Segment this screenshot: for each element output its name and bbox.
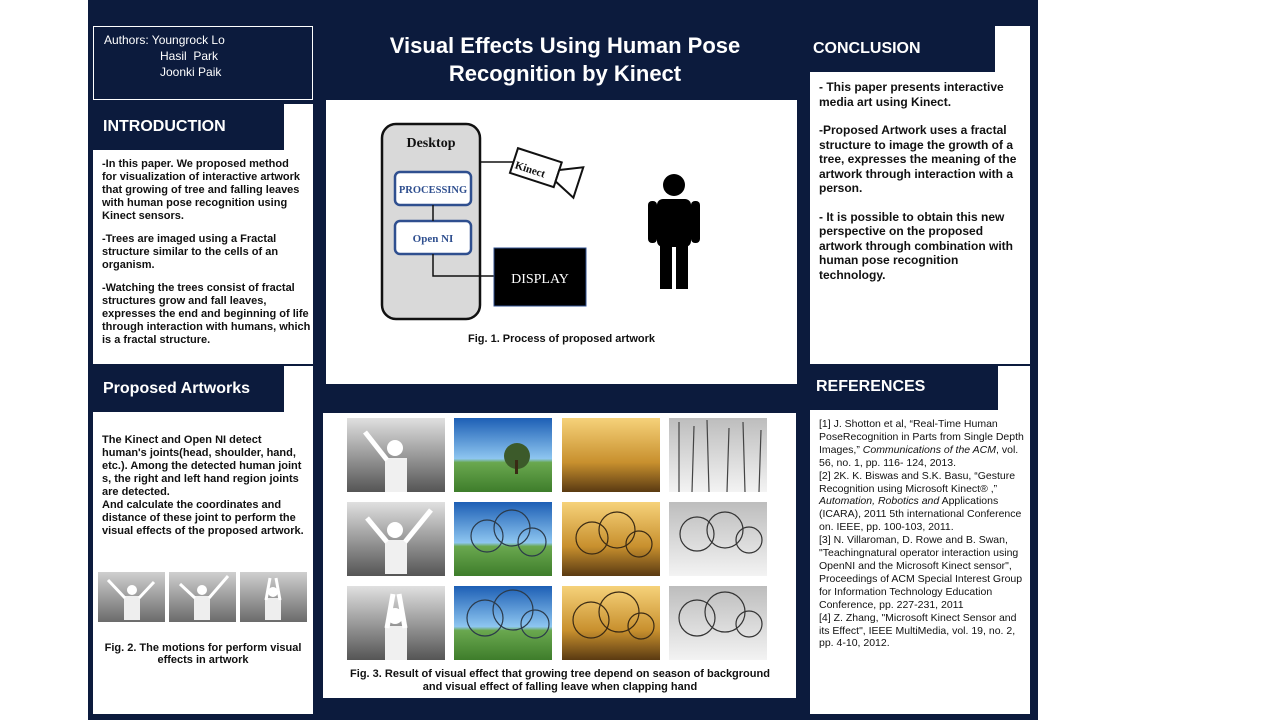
- intro-paragraph-1: -In this paper. We proposed method for visualization of interactive artwork that growing of tree and falling leaves with human pose recognition using Kinect sensors.: [102, 158, 301, 222]
- ref-3-text: [3] N. Villaroman, D. Rowe and B. Swan, "Teachingnatural operator interaction using OpenNI and the Microsoft Kinect sensor", Proceedings of ACM Special Interest Group for Information Technology Education Conference, pp. 227-231, 2011: [819, 534, 1023, 611]
- reference-3: [819, 534, 1024, 611]
- conclusion-text: [819, 80, 1027, 292]
- references-list: [819, 418, 1024, 650]
- conclusion-paragraph-2: -Proposed Artwork uses a fractal structure to image the growth of a tree, expresses the meaning of the artwork through interaction with a person.: [819, 123, 1017, 195]
- introduction-text: [102, 158, 312, 357]
- title-line-1: Visual Effects Using Human Pose: [389, 33, 741, 58]
- fig2-frame-3: [240, 572, 307, 622]
- fig3-summer-1: [454, 418, 552, 492]
- person-icon: [648, 174, 700, 289]
- ref-2-text: [2] 2K. K. Biswas and S.K. Basu, “Gesture Recognition using Microsoft Kinect® ,”: [819, 469, 1016, 495]
- fig3-row-2: [347, 502, 767, 576]
- fig3-winter-1: [669, 418, 767, 492]
- proposed-paragraph: The Kinect and Open NI detect human's joints(head, shoulder, hand, etc.). Among the detected human joint s, the right and left hand region joints are detected. And calculate the coordinates and distance of these joint to perform the visual effects of the proposed artwork.: [102, 434, 304, 537]
- processing-label: PROCESSING: [398, 185, 468, 196]
- conclusion-heading: CONCLUSION: [804, 26, 995, 72]
- introduction-heading: INTRODUCTION: [93, 104, 284, 150]
- ref-4-text: [4] Z. Zhang, "Microsoft Kinect Sensor and its Effect", IEEE MultiMedia, vol. 19, no. 2, pp. 4-10, 2012.: [819, 611, 1017, 650]
- fig2-images: [98, 572, 308, 622]
- author-line-2: Hasil Park: [160, 49, 219, 63]
- kinect-label: Kinect: [513, 159, 547, 181]
- ref-1-text: [1] J. Shotton et al, “Real-Time Human PoseRecognition in Parts from Single Depth Images,”: [819, 418, 1024, 456]
- fig1-caption: Fig. 1. Process of proposed artwork: [467, 333, 656, 345]
- fig3-summer-3: [454, 586, 552, 660]
- poster-title: [340, 32, 790, 88]
- desktop-label: Desktop: [406, 136, 456, 151]
- openni-label: Open NI: [412, 233, 454, 245]
- references-heading: REFERENCES: [804, 364, 998, 410]
- fig2-image-row: [98, 572, 308, 622]
- reference-1: [819, 418, 1024, 470]
- fig3-caption: Fig. 3. Result of visual effect that growing tree depend on season of background and visual effect of falling leave when clapping hand: [350, 668, 770, 693]
- reference-4: [819, 612, 1024, 651]
- proposed-heading: Proposed Artworks: [93, 366, 284, 412]
- fig3-autumn-3: [562, 586, 660, 660]
- fig3-row-1: [347, 418, 767, 492]
- display-label: DISPLAY: [511, 272, 569, 287]
- conclusion-paragraph-3: - It is possible to obtain this new perspective on the proposed artwork through combination with human pose recognition technology.: [819, 209, 1013, 282]
- fig3-image-grid: [347, 418, 772, 662]
- author-line-3: Joonki Paik: [160, 65, 222, 79]
- ref-2-journal: Automation, Robotics and: [819, 495, 940, 508]
- author-line-1: Authors: Youngrock Lo: [104, 33, 225, 47]
- intro-paragraph-3: -Watching the trees consist of fractal structures grow and fall leaves, expresses the end and beginning of life through interaction with humans, which is a fractal structure.: [102, 282, 311, 346]
- intro-paragraph-2: -Trees are imaged using a Fractal structure similar to the cells of an organism.: [102, 233, 279, 271]
- fig3-winter-3: [669, 586, 767, 660]
- ref-2-details: Applications (ICARA), 2011 5th international Conference on. IEEE, pp. 100-103, 2011.: [819, 495, 1022, 534]
- ref-1-journal: Communications of the ACM: [862, 443, 997, 456]
- fig2-frame-1: [98, 572, 165, 622]
- fig3-autumn-1: [562, 418, 660, 492]
- fig3-row-3: [347, 586, 767, 660]
- authors-box: [93, 26, 313, 100]
- fig2-caption: Fig. 2. The motions for perform visual effects in artwork: [104, 642, 302, 666]
- proposed-text: [102, 434, 304, 548]
- conclusion-paragraph-1: - This paper presents interactive media art using Kinect.: [819, 80, 1004, 109]
- fig2-frame-2: [169, 572, 236, 622]
- title-line-2: Recognition by Kinect: [448, 61, 682, 86]
- reference-2: [819, 470, 1024, 535]
- ref-1-details: , vol. 56, no. 1, pp. 116- 124, 2013.: [819, 443, 1019, 469]
